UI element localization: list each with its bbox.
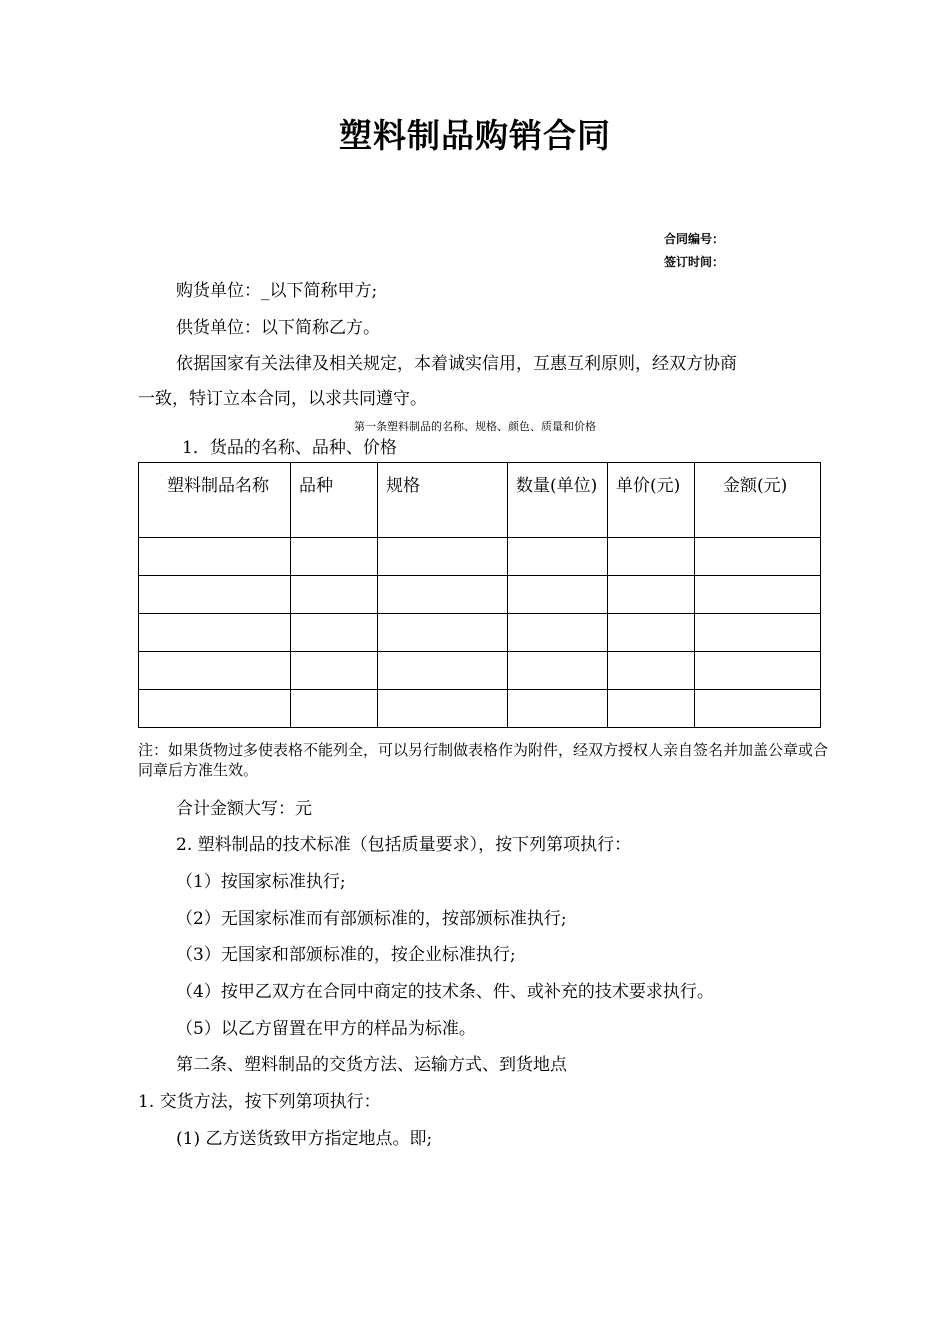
table-cell[interactable] — [695, 652, 821, 690]
col-header-variety: 品种 — [291, 463, 378, 538]
table-cell[interactable] — [508, 652, 608, 690]
sign-time-label: 签订时间： — [664, 255, 725, 269]
delivery-heading: 1. 交货方法，按下列第项执行： — [138, 1092, 381, 1112]
buyer-line: 购货单位：_以下简称甲方; — [176, 281, 378, 301]
table-cell[interactable] — [508, 576, 608, 614]
col-header-unit-price: 单价(元) — [608, 463, 695, 538]
table-row — [139, 652, 821, 690]
article1-caption: 第一条塑料制品的名称、规格、颜色、质量和价格 — [354, 420, 596, 433]
table-cell[interactable] — [608, 690, 695, 728]
intro-line-1: 依据国家有关法律及相关规定，本着诚实信用，互惠互利原则，经双方协商 — [176, 354, 737, 374]
contract-number-label: 合同编号： — [664, 232, 725, 246]
table-cell[interactable] — [695, 690, 821, 728]
table-cell[interactable] — [695, 614, 821, 652]
standard-option-1: （1）按国家标准执行; — [176, 872, 346, 892]
delivery-option-1: (1) 乙方送货致甲方指定地点。即; — [176, 1129, 433, 1149]
table-cell[interactable] — [378, 690, 508, 728]
table-cell[interactable] — [608, 576, 695, 614]
table-cell[interactable] — [378, 614, 508, 652]
table-cell[interactable] — [378, 538, 508, 576]
total-amount-line: 合计金额大写：元 — [176, 799, 312, 819]
table-cell[interactable] — [378, 652, 508, 690]
table-row — [139, 576, 821, 614]
table-cell[interactable] — [608, 538, 695, 576]
item1-heading: 1．货品的名称、品种、价格 — [182, 438, 397, 458]
item2-heading: 2. 塑料制品的技术标准（包括质量要求），按下列第项执行： — [176, 835, 632, 855]
table-cell[interactable] — [291, 690, 378, 728]
seller-line: 供货单位：以下简称乙方。 — [176, 318, 380, 338]
table-cell[interactable] — [139, 576, 291, 614]
standard-option-3: （3）无国家和部颁标准的，按企业标准执行; — [176, 945, 516, 965]
table-cell[interactable] — [139, 538, 291, 576]
table-cell[interactable] — [139, 614, 291, 652]
table-cell[interactable] — [608, 614, 695, 652]
document-title: 塑料制品购销合同 — [339, 116, 611, 155]
table-row — [139, 690, 821, 728]
table-cell[interactable] — [695, 576, 821, 614]
table-note: 注：如果货物过多使表格不能列全，可以另行制做表格作为附件，经双方授权人亲自签名并加盖公章或合同章后方准生效。 — [138, 741, 829, 779]
standard-option-4: （4）按甲乙双方在合同中商定的技术条、件、或补充的技术要求执行。 — [176, 982, 714, 1002]
table-cell[interactable] — [508, 538, 608, 576]
table-cell[interactable] — [291, 576, 378, 614]
table-cell[interactable] — [608, 652, 695, 690]
table-cell[interactable] — [508, 614, 608, 652]
table-cell[interactable] — [139, 652, 291, 690]
table-cell[interactable] — [291, 538, 378, 576]
table-header-row — [139, 463, 821, 538]
col-header-amount: 金额(元) — [695, 463, 821, 538]
table-row — [139, 614, 821, 652]
standard-option-5: （5）以乙方留置在甲方的样品为标准。 — [176, 1019, 476, 1039]
table-cell[interactable] — [508, 690, 608, 728]
article2-heading: 第二条、塑料制品的交货方法、运输方式、到货地点 — [176, 1055, 567, 1075]
goods-table — [138, 462, 821, 728]
intro-line-2: 一致，特订立本合同，以求共同遵守。 — [138, 389, 427, 409]
col-header-quantity: 数量(单位) — [508, 463, 608, 538]
table-cell[interactable] — [378, 576, 508, 614]
col-header-spec: 规格 — [378, 463, 508, 538]
table-cell[interactable] — [139, 690, 291, 728]
table-row — [139, 538, 821, 576]
table-cell[interactable] — [291, 614, 378, 652]
table-cell[interactable] — [695, 538, 821, 576]
standard-option-2: （2）无国家标准而有部颁标准的，按部颁标准执行; — [176, 909, 567, 929]
col-header-name: 塑料制品名称 — [139, 463, 291, 538]
table-cell[interactable] — [291, 652, 378, 690]
